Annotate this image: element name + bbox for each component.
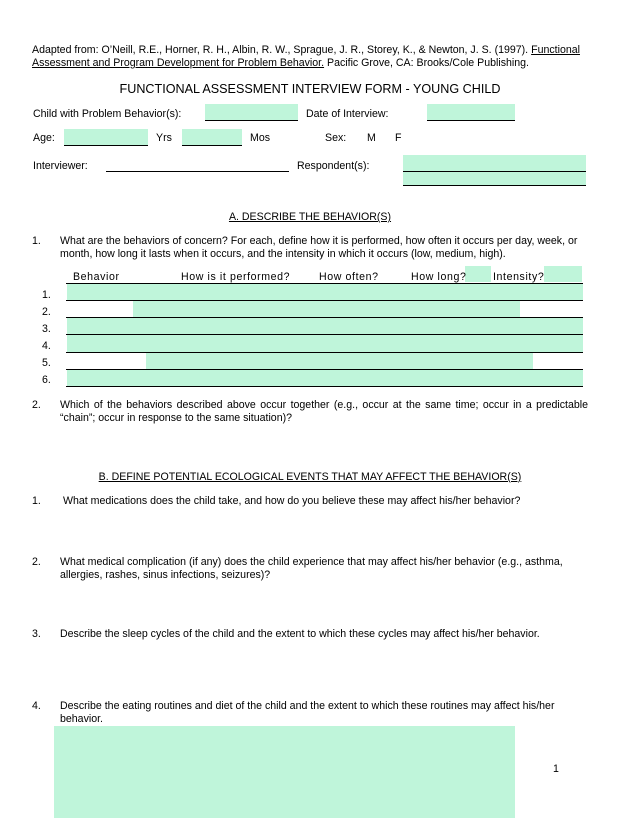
respondent-label: Respondent(s): — [297, 160, 370, 172]
row-6-line[interactable] — [66, 386, 583, 387]
citation-title-part1: Functional — [531, 44, 580, 56]
child-label: Child with Problem Behavior(s): — [33, 108, 182, 120]
section-a-q2-text: Which of the behaviors described above occur together (e.g., occur at the same time; occur in a predictable “chain”; occur in response to the same situation)? — [60, 399, 588, 424]
date-label: Date of Interview: — [306, 108, 389, 120]
section-a-heading: A. DESCRIBE THE BEHAVIOR(S) — [228, 211, 392, 223]
section-b-q3-number: 3. — [32, 628, 41, 640]
row-2-fill — [133, 301, 520, 317]
form-title: FUNCTIONAL ASSESSMENT INTERVIEW FORM - YOUNG CHILD — [119, 82, 501, 96]
col-header-intensity: Intensity? — [493, 271, 545, 283]
row-number: 1. — [42, 289, 51, 301]
respondent-input-2[interactable] — [403, 172, 586, 186]
section-b-q3-text: Describe the sleep cycles of the child and the extent to which these cycles may affect his/her behavior. — [60, 628, 540, 640]
col-header-how-often: How often? — [319, 271, 379, 283]
col-header-behavior: Behavior — [73, 271, 120, 283]
row-5-line[interactable] — [66, 369, 583, 370]
sex-label: Sex: — [325, 132, 347, 144]
respondent-input-1[interactable] — [403, 155, 586, 172]
row-1-fill — [67, 284, 583, 300]
page-number: 1 — [553, 763, 559, 775]
row-number: 5. — [42, 357, 51, 369]
section-b-q4-number: 4. — [32, 700, 41, 712]
table-header-highlight-2 — [544, 266, 582, 282]
age-years-input[interactable] — [64, 129, 148, 146]
row-2-line[interactable] — [66, 317, 583, 318]
row-number: 3. — [42, 323, 51, 335]
row-1-line[interactable] — [66, 300, 583, 301]
row-4-line[interactable] — [66, 352, 583, 353]
citation-authors: Adapted from: O’Neill, R.E., Horner, R. H., Albin, R. W., Sprague, J. R., Storey, K., & Newton, J. S. (1997). — [32, 44, 529, 56]
section-a-q1-number: 1. — [32, 235, 41, 247]
child-input[interactable] — [205, 104, 298, 121]
answer-box-q4[interactable] — [54, 726, 515, 818]
interviewer-label: Interviewer: — [33, 160, 88, 172]
citation-title-part2: Assessment and Program Development for Problem Behavior. — [32, 57, 325, 69]
interviewer-input[interactable] — [106, 156, 289, 172]
row-6-fill — [67, 370, 583, 386]
citation-publisher: Pacific Grove, CA: Brooks/Cole Publishing. — [327, 57, 529, 69]
sex-m-option[interactable]: M — [367, 132, 376, 144]
age-label: Age: — [33, 132, 55, 144]
sex-f-option[interactable]: F — [395, 132, 402, 144]
section-a-q2-number: 2. — [32, 399, 41, 411]
yrs-label: Yrs — [156, 132, 172, 144]
section-b-q2-number: 2. — [32, 556, 41, 568]
col-header-how-long: How long? — [411, 271, 467, 283]
section-b-heading: B. DEFINE POTENTIAL ECOLOGICAL EVENTS THAT MAY AFFECT THE BEHAVIOR(S) — [98, 471, 522, 483]
age-months-input[interactable] — [182, 129, 242, 146]
citation — [32, 44, 592, 70]
section-b-q2-text: What medical complication (if any) does the child experience that may affect his/her behavior (e.g., asthma, allergies, rashes, sinus infections, seizures)? — [60, 556, 563, 581]
section-a-q1-text: What are the behaviors of concern? For each, define how it is performed, how often it occurs per day, week, or month, how long it lasts when it occurs, and the intensity in which it occurs (low, medium, high). — [60, 235, 578, 260]
table-header-highlight-1 — [465, 266, 491, 282]
date-input[interactable] — [427, 104, 515, 121]
row-number: 6. — [42, 374, 51, 386]
mos-label: Mos — [250, 132, 271, 144]
row-3-fill — [67, 318, 583, 334]
row-4-fill — [67, 335, 583, 352]
row-number: 2. — [42, 306, 51, 318]
row-5-fill — [146, 353, 533, 369]
section-b-q1-number: 1. — [32, 495, 41, 507]
section-b-q1-text: What medications does the child take, and how do you believe these may affect his/her behavior? — [63, 495, 521, 507]
col-header-how-performed: How is it performed? — [181, 271, 291, 283]
row-3-line[interactable] — [66, 334, 583, 335]
row-number: 4. — [42, 340, 51, 352]
section-b-q4-text: Describe the eating routines and diet of the child and the extent to which these routines may affect his/her behavior. — [60, 700, 555, 725]
